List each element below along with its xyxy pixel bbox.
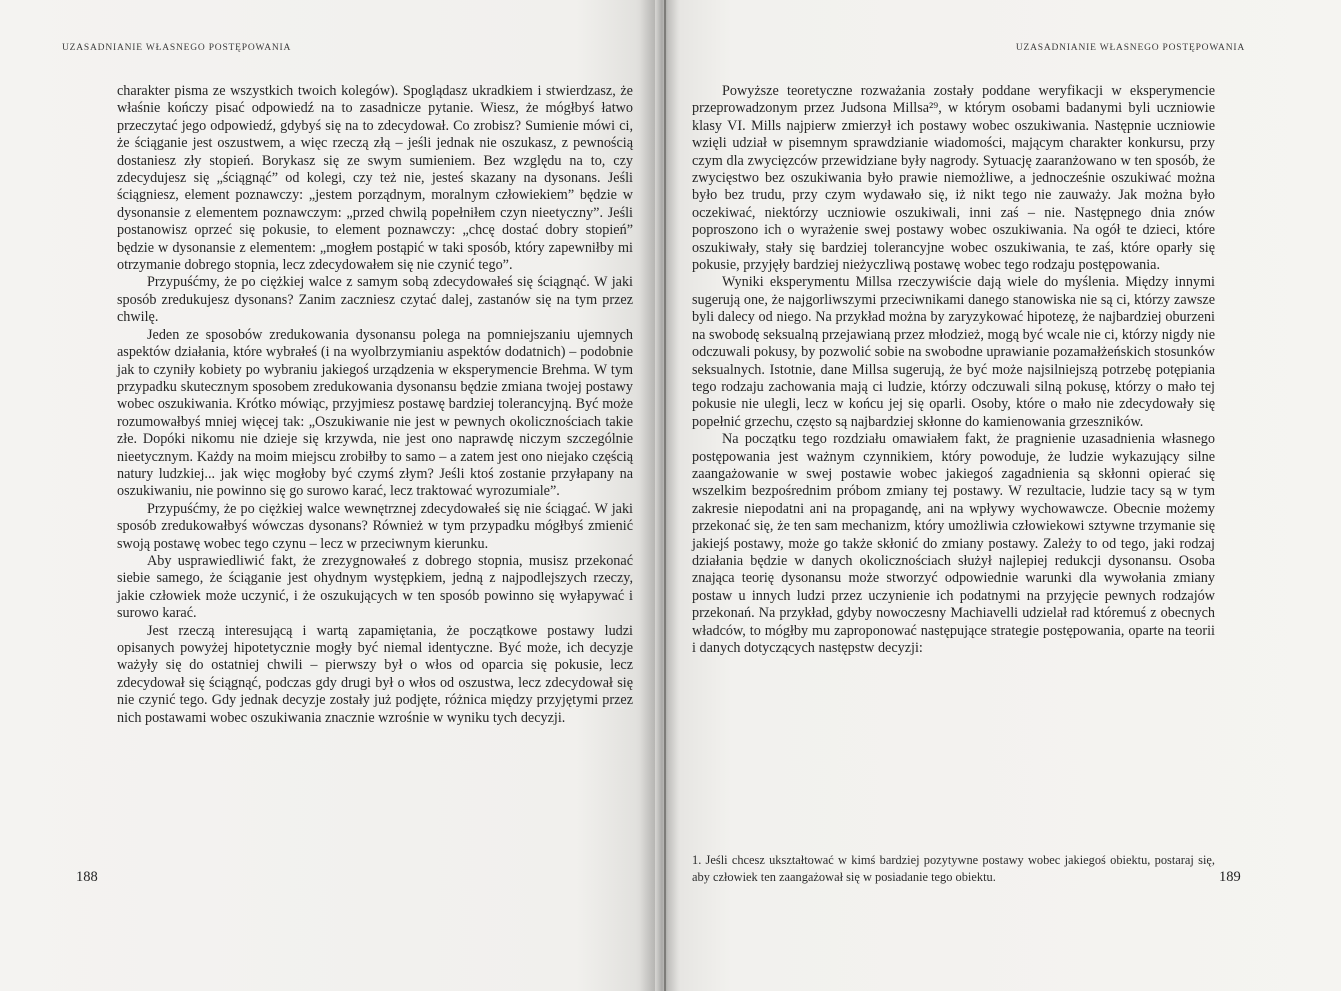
left-page — [0, 0, 655, 991]
paragraph: Jeden ze sposobów zredukowania dysonansu polega na pomniejszaniu ujemnych aspektów działania, które wybrałeś (i na wyolbrzymianiu aspektów dodatnich) – podobnie jak to czyniły kobiety po wybraniu jakiegoś urządzenia w eksperymencie Brehma. W tym przypadku skutecznym sposobem zredukowania dysonansu będzie zmiana twojej postawy wobec oszukiwania. Krótko mówiąc, przyjmiesz postawę bardziej tolerancyjną. Być może rozumowałbyś mniej więcej tak: „Oszukiwanie nie jest w pewnych okolicznościach takie złe. Dopóki nikomu nie dzieje się krzywda, nie jest ono naprawdę niczym szczególnie nieetycznym. Każdy na moim miejscu zrobiłby to samo – a zatem jest ono niejako częścią natury ludzkiej... jak więc mogłoby być czymś złym? Jeśli ktoś zostanie przyłapany na oszukiwaniu, nie powinno się go surowo karać, lecz traktować wyrozumiale”. — [117, 326, 633, 500]
paragraph: Powyższe teoretyczne rozważania zostały poddane weryfikacji w eksperymencie przeprowadzonym przez Judsona Millsa²⁹, w którym osobami badanymi byli uczniowie klasy VI. Mills najpierw zmierzył ich postawy wobec oszukiwania. Następnie uczniowie wzięli udział w pisemnym sprawdzianie wiadomości, mającym charakter konkursu, przy czym dla zwycięzców przewidziane były nagrody. Sytuację zaaranżowano w ten sposób, że zwycięstwo bez oszukiwania było prawie niemożliwe, a jednocześnie oszukiwać można było bez trudu, przy czym wydawało się, iż nikt tego nie zauważy. Jak można było oczekiwać, niektórzy uczniowie oszukiwali, inni zaś – nie. Następnego dnia znów poproszono ich o wyrażenie swej postawy wobec oszukiwania. Na ogół te dzieci, które oszukiwały, stały się bardziej tolerancyjne wobec oszukiwania, te zaś, które oparły się pokusie, przyjęły bardziej nieżyczliwą postawę wobec tego rodzaju postępowania. — [692, 83, 1215, 274]
left-page-body — [117, 83, 633, 727]
paragraph: charakter pisma ze wszystkich twoich kolegów). Spoglądasz ukradkiem i stwierdzasz, że właśnie kończy pisać odpowiedź na to zasadnicze pytanie. Wiesz, że mógłbyś łatwo przeczytać jego odpowiedź, gdybyś się na to zdecydował. Co zrobisz? Sumienie mówi ci, że ściąganie jest oszustwem, a więc rzeczą złą – jeśli jednak nie oszukasz, z pewnością dostaniesz zły stopień. Borykasz się ze swym sumieniem. Bez względu na to, czy zdecydujesz się „ściągnąć” od kolegi, czy też nie, jesteś skazany na dysonans. Jeśli ściągniesz, element poznawczy: „jestem porządnym, moralnym człowiekiem” będzie w dysonansie z elementem poznawczym: „przed chwilą popełniłem czyn nieetyczny”. Jeśli postanowisz oprzeć się pokusie, to element poznawczy: „chcę dostać dobry stopień” będzie w dysonansie z elementem: „mogłem postąpić w taki sposób, który zapewniłby mi otrzymanie dobrego stopnia, lecz zdecydowałem się nie czynić tego”. — [117, 83, 633, 274]
paragraph: Aby usprawiedliwić fakt, że zrezygnowałeś z dobrego stopnia, musisz przekonać siebie samego, że ściąganie jest ohydnym występkiem, jedną z najpodlejszych rzeczy, jakie człowiek może uczynić, i że oszukujących w ten sposób powinno się wyłapywać i surowo karać. — [117, 552, 633, 622]
book-spine-fold — [664, 0, 666, 991]
paragraph: Wyniki eksperymentu Millsa rzeczywiście dają wiele do myślenia. Między innymi sugerują one, że najgorliwszymi przeciwnikami danego stanowiska nie są ci, którzy zawsze byli dalecy od niego. Na przykład można by zaryzykować hipotezę, że najbardziej oburzeni na swobodę seksualną przejawianą przez młodzież, mogą być wcale nie ci, którzy nigdy nie odczuwali pokusy, by pozwolić sobie na swobodne uprawianie pozamałżeńskich stosunków seksualnych. Istotnie, dane Millsa sugerują, że być może najsilniejszą potrzebę potępiania tego rodzaju zachowania mają ci ludzie, którzy odczuwali silną pokusę, którzy o mało tej pokusie nie ulegli, lecz w końcu jej się oparli. Osoby, które o mało nie zdecydowały się popełnić grzechu, często są najbardziej skłonne do kamienowania grzeszników. — [692, 274, 1215, 430]
running-head-left: UZASADNIANIE WŁASNEGO POSTĘPOWANIA — [62, 43, 292, 53]
paragraph: Przypuśćmy, że po ciężkiej walce z samym sobą zdecydowałeś się ściągnąć. W jaki sposób zredukujesz dysonans? Zanim zaczniesz czytać dalej, zastanów się na tym przez chwilę. — [117, 274, 633, 326]
footnote: 1. Jeśli chcesz ukształtować w kimś bardziej pozytywne postawy wobec jakiegoś obiektu, postaraj się, aby człowiek ten zaangażował się w posiadanie tego obiektu. — [692, 853, 1215, 884]
page-number-left: 188 — [76, 869, 98, 885]
paragraph: Jest rzeczą interesującą i wartą zapamiętania, że początkowe postawy ludzi opisanych powyżej hipotetycznie mogły być niemal identyczne. Być może, ich decyzje ważyły się do ostatniej chwili – pierwszy był o włos od oparcia się pokusie, lecz zdecydował się ściągnąć, podczas gdy drugi był o włos od oszustwa, lecz zdecydował się nie czynić tego. Gdy jednak decyzje zostały już podjęte, różnica między przyjętymi przez nich postawami wobec oszukiwania znacznie wzrośnie w wyniku tych decyzji. — [117, 622, 633, 726]
running-head-right: UZASADNIANIE WŁASNEGO POSTĘPOWANIA — [1015, 43, 1245, 53]
book-gutter-shadow — [640, 0, 680, 991]
paragraph: Przypuśćmy, że po ciężkiej walce wewnętrznej zdecydowałeś się nie ściągać. W jaki sposób zredukowałbyś wówczas dysonans? Również w tym przypadku mógłbyś zmienić swoją postawę wobec tego czynu – lecz w przeciwnym kierunku. — [117, 500, 633, 552]
paragraph: Na początku tego rozdziału omawiałem fakt, że pragnienie uzasadnienia własnego postępowania jest ważnym czynnikiem, który powoduje, że ludzie wykazujący silne zaangażowanie w swej postawie wobec jakiegoś zagadnienia są skłonni opierać się wszelkim bezpośrednim próbom zmiany tej postawy. W rezultacie, ludzie tacy są w tym zakresie niepodatni ani na propagandę, ani na wpływy wychowawcze. Obecnie możemy przekonać się, że ten sam mechanizm, który umożliwia człowiekowi sztywne trzymanie się jakiejś postawy, może go także skłonić do zmiany postawy. Zależy to od tego, jaki rodzaj działania będzie w danych okolicznościach służył najlepiej redukcji dysonansu. Osoba znająca teorię dysonansu może stworzyć odpowiednie warunki dla wywołania zmiany postaw u innych ludzi przez uczynienie ich podatnymi na przyjęcie pewnych rodzajów przekonań. Na przykład, gdyby nowoczesny Machiavelli udzielał rad któremuś z obecnych władców, to mógłby mu zaproponować następujące strategie postępowania, oparte na teorii i danych dotyczących następstw decyzji: — [692, 431, 1215, 656]
right-page — [664, 0, 1341, 991]
right-page-body — [692, 83, 1215, 657]
page-number-right: 189 — [1219, 869, 1241, 885]
